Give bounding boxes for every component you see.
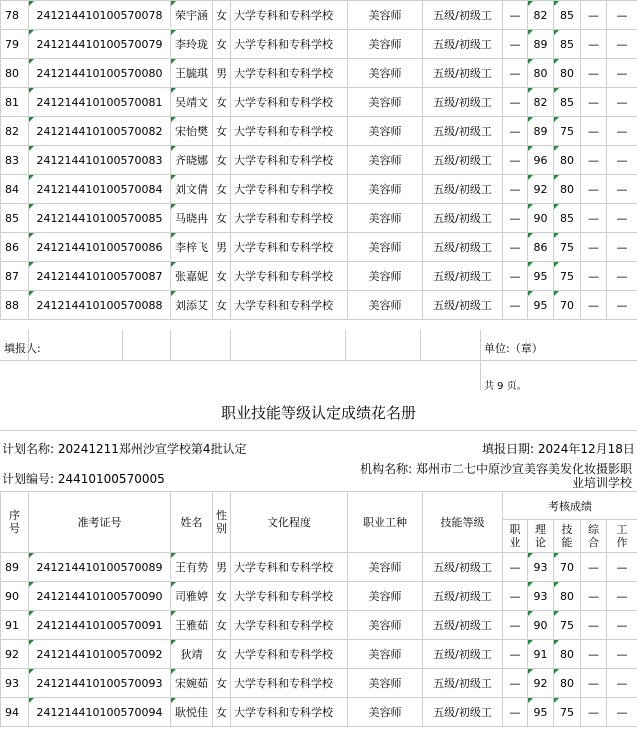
cell-edu: 大学专科和专科学校 xyxy=(231,611,348,640)
cell-job: 美容师 xyxy=(348,582,423,611)
cell-zy: — xyxy=(503,59,528,88)
table-row xyxy=(1,233,637,262)
cell-id: 241214410100570081 xyxy=(29,88,171,117)
cell-level: 五级/初级工 xyxy=(423,117,503,146)
cell-gz: — xyxy=(607,30,637,59)
cell-no: 90 xyxy=(1,582,29,611)
cell-ll: 92 xyxy=(528,175,554,204)
cell-ll: 82 xyxy=(528,88,554,117)
table-row xyxy=(1,582,637,611)
cell-id: 241214410100570085 xyxy=(29,204,171,233)
header-name: 姓名 xyxy=(171,492,213,553)
table-row xyxy=(1,611,637,640)
cell-no: 79 xyxy=(1,30,29,59)
cell-zh: — xyxy=(581,117,607,146)
cell-ll: 90 xyxy=(528,611,554,640)
cell-id: 241214410100570086 xyxy=(29,233,171,262)
cell-edu: 大学专科和专科学校 xyxy=(231,640,348,669)
cell-sex: 女 xyxy=(213,175,231,204)
cell-jn: 85 xyxy=(554,204,581,233)
cell-job: 美容师 xyxy=(348,233,423,262)
header-scores: 考核成绩 xyxy=(503,492,637,520)
table-row xyxy=(1,1,637,30)
cell-id: 241214410100570087 xyxy=(29,262,171,291)
cell-name: 司雅婷 xyxy=(171,582,213,611)
table-row xyxy=(1,698,637,727)
cell-sex: 女 xyxy=(213,669,231,698)
cell-jn: 80 xyxy=(554,640,581,669)
cell-job: 美容师 xyxy=(348,30,423,59)
cell-gz: — xyxy=(607,88,637,117)
cell-job: 美容师 xyxy=(348,175,423,204)
table-row xyxy=(1,553,637,582)
cell-sex: 女 xyxy=(213,698,231,727)
cell-ll: 86 xyxy=(528,233,554,262)
cell-ll: 91 xyxy=(528,640,554,669)
cell-no: 84 xyxy=(1,175,29,204)
cell-jn: 80 xyxy=(554,669,581,698)
cell-job: 美容师 xyxy=(348,640,423,669)
plan-name: 计划名称: 20241211郑州沙宣学校第4批认定 xyxy=(2,442,247,456)
cell-no: 88 xyxy=(1,291,29,320)
cell-zy: — xyxy=(503,175,528,204)
cell-jn: 75 xyxy=(554,611,581,640)
cell-edu: 大学专科和专科学校 xyxy=(231,204,348,233)
cell-ll: 89 xyxy=(528,117,554,146)
cell-id: 241214410100570088 xyxy=(29,291,171,320)
cell-sex: 男 xyxy=(213,233,231,262)
header-zh: 综 合 xyxy=(581,520,607,553)
cell-name: 李玲珑 xyxy=(171,30,213,59)
cell-gz: — xyxy=(607,1,637,30)
cell-jn: 75 xyxy=(554,233,581,262)
cell-id: 241214410100570079 xyxy=(29,30,171,59)
header-level: 技能等级 xyxy=(423,492,503,553)
cell-zy: — xyxy=(503,117,528,146)
cell-name: 王雅茹 xyxy=(171,611,213,640)
table-row xyxy=(1,146,637,175)
cell-zh: — xyxy=(581,640,607,669)
cell-job: 美容师 xyxy=(348,698,423,727)
cell-gz: — xyxy=(607,640,637,669)
cell-name: 吴靖文 xyxy=(171,88,213,117)
cell-edu: 大学专科和专科学校 xyxy=(231,59,348,88)
cell-gz: — xyxy=(607,175,637,204)
cell-zh: — xyxy=(581,1,607,30)
cell-edu: 大学专科和专科学校 xyxy=(231,582,348,611)
table-row xyxy=(1,262,637,291)
cell-no: 85 xyxy=(1,204,29,233)
cell-id: 241214410100570090 xyxy=(29,582,171,611)
cell-zy: — xyxy=(503,553,528,582)
cell-sex: 女 xyxy=(213,582,231,611)
cell-zh: — xyxy=(581,146,607,175)
cell-edu: 大学专科和专科学校 xyxy=(231,88,348,117)
cell-ll: 95 xyxy=(528,291,554,320)
cell-gz: — xyxy=(607,698,637,727)
cell-jn: 80 xyxy=(554,582,581,611)
plan-number: 计划编号: 24410100570005 xyxy=(2,472,165,486)
cell-id: 241214410100570082 xyxy=(29,117,171,146)
cell-name: 荣宇涵 xyxy=(171,1,213,30)
cell-sex: 女 xyxy=(213,291,231,320)
header-jn: 技 能 xyxy=(554,520,581,553)
cell-sex: 男 xyxy=(213,59,231,88)
cell-edu: 大学专科和专科学校 xyxy=(231,175,348,204)
cell-level: 五级/初级工 xyxy=(423,59,503,88)
cell-zy: — xyxy=(503,233,528,262)
cell-edu: 大学专科和专科学校 xyxy=(231,233,348,262)
cell-name: 狄靖 xyxy=(171,640,213,669)
cell-sex: 女 xyxy=(213,117,231,146)
header-id: 准考证号 xyxy=(29,492,171,553)
cell-no: 87 xyxy=(1,262,29,291)
header-gz: 工 作 xyxy=(607,520,637,553)
cell-ll: 90 xyxy=(528,204,554,233)
cell-zh: — xyxy=(581,59,607,88)
cell-sex: 女 xyxy=(213,146,231,175)
cell-job: 美容师 xyxy=(348,146,423,175)
header-ll: 理 论 xyxy=(528,520,554,553)
cell-level: 五级/初级工 xyxy=(423,175,503,204)
cell-sex: 女 xyxy=(213,204,231,233)
header-edu: 文化程度 xyxy=(231,492,348,553)
cell-level: 五级/初级工 xyxy=(423,611,503,640)
table-row xyxy=(1,291,637,320)
cell-id: 241214410100570091 xyxy=(29,611,171,640)
cell-zy: — xyxy=(503,1,528,30)
cell-gz: — xyxy=(607,669,637,698)
cell-zh: — xyxy=(581,553,607,582)
cell-gz: — xyxy=(607,582,637,611)
roster-table-top xyxy=(0,0,637,320)
cell-level: 五级/初级工 xyxy=(423,582,503,611)
cell-zh: — xyxy=(581,291,607,320)
cell-no: 86 xyxy=(1,233,29,262)
cell-level: 五级/初级工 xyxy=(423,698,503,727)
cell-id: 241214410100570092 xyxy=(29,640,171,669)
cell-ll: 82 xyxy=(528,1,554,30)
cell-id: 241214410100570093 xyxy=(29,669,171,698)
cell-gz: — xyxy=(607,204,637,233)
cell-zh: — xyxy=(581,262,607,291)
header-zy: 职 业 xyxy=(503,520,528,553)
cell-ll: 95 xyxy=(528,698,554,727)
cell-no: 91 xyxy=(1,611,29,640)
cell-id: 241214410100570083 xyxy=(29,146,171,175)
cell-jn: 80 xyxy=(554,146,581,175)
table-row xyxy=(1,117,637,146)
cell-zy: — xyxy=(503,669,528,698)
cell-job: 美容师 xyxy=(348,204,423,233)
org-name: 机构名称: 郑州市二七中原沙宣美容美发化妆摄影职 业培训学校 xyxy=(360,462,632,490)
cell-jn: 80 xyxy=(554,175,581,204)
cell-name: 王有势 xyxy=(171,553,213,582)
cell-name: 王毓琪 xyxy=(171,59,213,88)
cell-zh: — xyxy=(581,233,607,262)
cell-no: 80 xyxy=(1,59,29,88)
cell-level: 五级/初级工 xyxy=(423,1,503,30)
table-row xyxy=(1,640,637,669)
cell-zh: — xyxy=(581,204,607,233)
cell-sex: 女 xyxy=(213,1,231,30)
cell-job: 美容师 xyxy=(348,291,423,320)
cell-zy: — xyxy=(503,204,528,233)
cell-name: 宋婉茹 xyxy=(171,669,213,698)
cell-job: 美容师 xyxy=(348,88,423,117)
cell-name: 刘添艾 xyxy=(171,291,213,320)
cell-job: 美容师 xyxy=(348,553,423,582)
sheet-title: 职业技能等级认定成绩花名册 xyxy=(220,404,416,422)
cell-edu: 大学专科和专科学校 xyxy=(231,698,348,727)
fill-date: 填报日期: 2024年12月18日 xyxy=(482,442,635,456)
cell-name: 齐晓娜 xyxy=(171,146,213,175)
cell-gz: — xyxy=(607,59,637,88)
cell-sex: 女 xyxy=(213,30,231,59)
cell-ll: 93 xyxy=(528,582,554,611)
header-sex: 性 别 xyxy=(213,492,231,553)
cell-gz: — xyxy=(607,611,637,640)
cell-zh: — xyxy=(581,582,607,611)
cell-sex: 女 xyxy=(213,640,231,669)
cell-id: 241214410100570084 xyxy=(29,175,171,204)
page-count: 共 9 页。 xyxy=(484,381,527,392)
cell-gz: — xyxy=(607,233,637,262)
cell-level: 五级/初级工 xyxy=(423,233,503,262)
cell-level: 五级/初级工 xyxy=(423,30,503,59)
cell-level: 五级/初级工 xyxy=(423,669,503,698)
cell-no: 81 xyxy=(1,88,29,117)
cell-edu: 大学专科和专科学校 xyxy=(231,30,348,59)
table-row xyxy=(1,88,637,117)
roster-table-bottom xyxy=(0,491,637,727)
cell-job: 美容师 xyxy=(348,611,423,640)
cell-jn: 85 xyxy=(554,30,581,59)
cell-no: 94 xyxy=(1,698,29,727)
cell-zh: — xyxy=(581,88,607,117)
cell-id: 241214410100570080 xyxy=(29,59,171,88)
cell-zh: — xyxy=(581,30,607,59)
cell-name: 李梓飞 xyxy=(171,233,213,262)
cell-ll: 96 xyxy=(528,146,554,175)
unit-label: 单位:（章） xyxy=(484,342,543,355)
table-row xyxy=(1,30,637,59)
header-job: 职业工种 xyxy=(348,492,423,553)
cell-zy: — xyxy=(503,291,528,320)
cell-edu: 大学专科和专科学校 xyxy=(231,146,348,175)
cell-name: 马晓冉 xyxy=(171,204,213,233)
cell-level: 五级/初级工 xyxy=(423,553,503,582)
cell-gz: — xyxy=(607,553,637,582)
cell-job: 美容师 xyxy=(348,669,423,698)
table-row xyxy=(1,669,637,698)
cell-level: 五级/初级工 xyxy=(423,640,503,669)
cell-zh: — xyxy=(581,698,607,727)
cell-jn: 85 xyxy=(554,88,581,117)
cell-no: 83 xyxy=(1,146,29,175)
cell-gz: — xyxy=(607,291,637,320)
cell-jn: 85 xyxy=(554,1,581,30)
cell-name: 张嘉妮 xyxy=(171,262,213,291)
cell-jn: 75 xyxy=(554,262,581,291)
table-row xyxy=(1,175,637,204)
cell-ll: 95 xyxy=(528,262,554,291)
cell-zh: — xyxy=(581,669,607,698)
table-row xyxy=(1,204,637,233)
table-row xyxy=(1,59,637,88)
cell-zh: — xyxy=(581,175,607,204)
cell-edu: 大学专科和专科学校 xyxy=(231,291,348,320)
cell-level: 五级/初级工 xyxy=(423,146,503,175)
cell-zy: — xyxy=(503,582,528,611)
cell-id: 241214410100570089 xyxy=(29,553,171,582)
cell-job: 美容师 xyxy=(348,59,423,88)
cell-job: 美容师 xyxy=(348,262,423,291)
cell-no: 93 xyxy=(1,669,29,698)
cell-zy: — xyxy=(503,30,528,59)
cell-job: 美容师 xyxy=(348,117,423,146)
cell-name: 耿悦佳 xyxy=(171,698,213,727)
cell-ll: 93 xyxy=(528,553,554,582)
cell-zy: — xyxy=(503,88,528,117)
cell-gz: — xyxy=(607,262,637,291)
cell-jn: 75 xyxy=(554,117,581,146)
cell-edu: 大学专科和专科学校 xyxy=(231,262,348,291)
cell-level: 五级/初级工 xyxy=(423,262,503,291)
cell-job: 美容师 xyxy=(348,1,423,30)
cell-jn: 80 xyxy=(554,59,581,88)
cell-gz: — xyxy=(607,146,637,175)
cell-zh: — xyxy=(581,611,607,640)
filler-label: 填报人: xyxy=(4,342,41,355)
cell-jn: 70 xyxy=(554,553,581,582)
cell-name: 宋怡樊 xyxy=(171,117,213,146)
header-no: 序 号 xyxy=(1,492,29,553)
cell-zy: — xyxy=(503,262,528,291)
cell-edu: 大学专科和专科学校 xyxy=(231,1,348,30)
cell-sex: 女 xyxy=(213,88,231,117)
cell-id: 241214410100570094 xyxy=(29,698,171,727)
cell-level: 五级/初级工 xyxy=(423,204,503,233)
cell-level: 五级/初级工 xyxy=(423,88,503,117)
cell-gz: — xyxy=(607,117,637,146)
cell-sex: 男 xyxy=(213,553,231,582)
cell-sex: 女 xyxy=(213,262,231,291)
cell-ll: 92 xyxy=(528,669,554,698)
cell-name: 刘文倩 xyxy=(171,175,213,204)
cell-no: 78 xyxy=(1,1,29,30)
cell-ll: 80 xyxy=(528,59,554,88)
cell-id: 241214410100570078 xyxy=(29,1,171,30)
cell-jn: 75 xyxy=(554,698,581,727)
cell-edu: 大学专科和专科学校 xyxy=(231,669,348,698)
cell-no: 89 xyxy=(1,553,29,582)
cell-jn: 70 xyxy=(554,291,581,320)
cell-sex: 女 xyxy=(213,611,231,640)
cell-zy: — xyxy=(503,611,528,640)
cell-zy: — xyxy=(503,640,528,669)
cell-edu: 大学专科和专科学校 xyxy=(231,553,348,582)
cell-edu: 大学专科和专科学校 xyxy=(231,117,348,146)
cell-no: 82 xyxy=(1,117,29,146)
cell-no: 92 xyxy=(1,640,29,669)
cell-ll: 89 xyxy=(528,30,554,59)
cell-zy: — xyxy=(503,146,528,175)
cell-level: 五级/初级工 xyxy=(423,291,503,320)
cell-zy: — xyxy=(503,698,528,727)
